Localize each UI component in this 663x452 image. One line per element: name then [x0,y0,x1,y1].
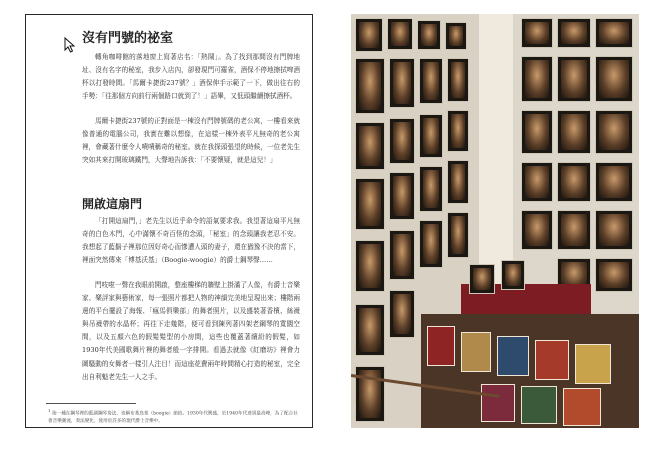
portrait-frame [445,22,467,50]
section-heading-open-door: 開啟這扇門 [82,197,143,211]
portrait-frame [557,56,591,102]
poster [481,384,515,422]
portrait-frame [521,210,553,250]
portrait-frame [389,118,415,164]
portrait-frame [557,110,591,154]
poster [521,386,557,424]
portrait-frame [557,162,591,202]
portrait-frame [355,178,385,230]
poster [575,344,611,384]
portrait-frame [595,162,633,202]
portrait-frame [419,114,443,158]
mouse-cursor-icon [64,37,76,53]
portrait-frame [419,220,443,268]
portrait-frame [419,58,443,104]
footnote-text: 指一種在鋼琴裡的藍調鋼琴奏法，也稱布基鳥基（boogie）節拍。1930年代興盛，於1940年代達到最高峰，為了配合社會音樂潮流，奏法變化，使用於許多的現代爵士音樂中。 [48,411,298,424]
portrait-frame [521,110,553,154]
portrait-frame [521,18,553,48]
footnote-number: 1 [48,408,51,413]
portrait-frame [501,260,525,290]
paragraph-4: 門吱啦一聲在我眼前開啟，整座樓梯的牆壁上掛滿了人像，有爵士音樂家、樂評家與藝術家，每一張照片都把人物的神韻完美地呈現出來；樓階兩邊的平台擺設了海報、「瘋馬俱樂部」的舞者照片，以及盛裝著香檳、絲襪與吊襪帶的水晶杯；再往下走幾階，便可看到陳列著四架老鋼琴的寬闊空間，以及五顏六色的假髮髮型的小房間，這些也覆蓋著繽紛的假髮，如1930年代美國歌舞片裡的舞者般一字排開。看過去就像《紅磨坊》裡會力圖騷動的女舞者一樣引人注目！而這座花費兩年時間精心打造的秘室，完全出自利魁老先生一人之手。 [82,281,300,381]
portrait-frame [355,58,385,114]
poster [535,340,569,380]
portrait-frame [419,166,443,212]
portrait-frame [447,110,469,152]
portrait-frame [557,18,591,48]
portrait-frame [389,172,415,220]
photo-staircase-gallery [351,14,639,428]
portrait-frame [355,304,385,356]
portrait-frame [387,18,413,50]
poster [497,336,529,376]
portrait-frame [447,58,469,102]
footnote [48,407,298,425]
poster [427,326,455,366]
portrait-frame [447,212,469,258]
portrait-frame [595,56,633,102]
portrait-frame [469,264,495,294]
footnote-rule [46,403,136,404]
paragraph-2: 馬爾卡捷街237號的正對面是一棟沒有門牌號碼的老公寓，一樓看來就像普通的電腦公司，我實在難以想像，在這樣一棟外表平凡無奇的老公寓裡，會藏著什麼令人嘖嘖稱奇的秘室。就在我探頭張望的時候，一位老先生突如其來打開玻璃鐵門，大聲地告訴我：「不要懷疑，就是這兒！」 [82,117,300,165]
portrait-frame [595,110,633,154]
portrait-frame [595,210,633,250]
portrait-frame [521,56,553,102]
paragraph-3: 「打開這扇門，」老先生以近乎命令的語氣要求我。我望著這扇平凡無奇的白色木門，心中滿懷不奇百怪的念頭，「秘室」的念頭讓我老忍不安。我想起了藍鬍子裡那位因好奇心而慘遭人頭的妻子，還在猶豫不決的當下，裡面突然傳來「博基沃基」（Boogie-woogie）的爵士鋼琴聲…… [82,217,300,265]
photo-light-wall [479,14,513,284]
portrait-frame [595,18,633,48]
portrait-frame [595,258,633,292]
portrait-frame [355,18,383,52]
portrait-frame [417,20,441,50]
text-page [25,14,313,428]
section-heading-secret-room: 沒有門號的祕室 [82,31,174,46]
portrait-frame [389,230,415,280]
portrait-frame [389,58,415,108]
poster [461,332,491,372]
portrait-frame [389,290,415,338]
portrait-frame [521,162,553,202]
portrait-frame [355,122,385,170]
paragraph-1: 轉角咖啡館的落地窗上寫著店名：「熱鬧」。為了找到那間沒有門牌地址、沒有名字的秘室，我步入店內，卻發現門可羅雀，酒保不停地擦拭啤酒杯以打發時間。「馬爾卡捷街237號？」酒保伸手示範了一下，做出往右的手勢：「往那個方向前行兩個路口就到了！」語畢，又低頭繼續擦拭酒杯。 [82,53,300,101]
portrait-frame [557,210,591,250]
portrait-frame [355,240,385,292]
poster [563,388,601,426]
portrait-frame [447,160,469,204]
